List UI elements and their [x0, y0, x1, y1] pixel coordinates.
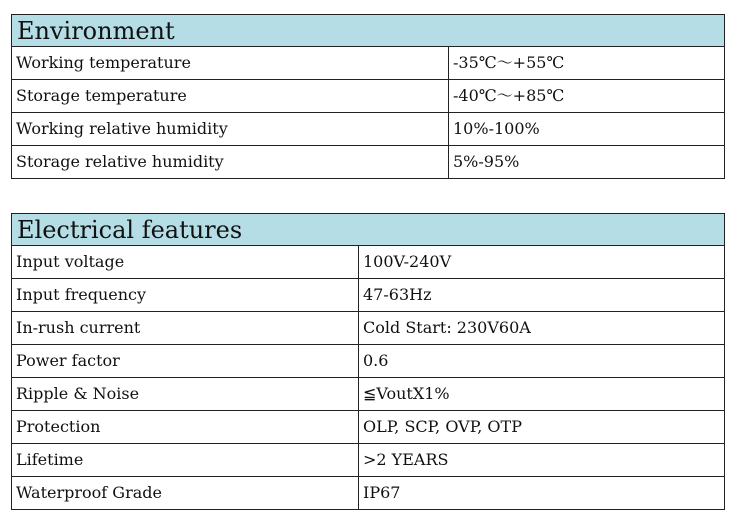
table-row — [12, 80, 725, 113]
row-label: Working temperature — [12, 47, 449, 80]
table-row — [12, 378, 725, 411]
row-label: In-rush current — [12, 312, 359, 345]
row-label: Storage relative humidity — [12, 146, 449, 179]
table-row — [12, 47, 725, 80]
row-label: Input voltage — [12, 246, 359, 279]
electrical-header — [12, 214, 725, 246]
row-value: -40℃～+85℃ — [449, 80, 725, 113]
row-value: Cold Start: 230V60A — [359, 312, 725, 345]
row-label: Protection — [12, 411, 359, 444]
row-label: Waterproof Grade — [12, 477, 359, 510]
electrical-title: Electrical features — [12, 214, 725, 246]
row-value: 5%-95% — [449, 146, 725, 179]
environment-title: Environment — [12, 15, 725, 47]
row-label: Ripple & Noise — [12, 378, 359, 411]
row-value: 100V-240V — [359, 246, 725, 279]
row-value: >2 YEARS — [359, 444, 725, 477]
environment-header — [12, 15, 725, 47]
row-label: Lifetime — [12, 444, 359, 477]
row-value: 47-63Hz — [359, 279, 725, 312]
row-value: IP67 — [359, 477, 725, 510]
electrical-table — [11, 213, 725, 510]
row-label: Input frequency — [12, 279, 359, 312]
table-row — [12, 113, 725, 146]
table-row — [12, 411, 725, 444]
row-value: 0.6 — [359, 345, 725, 378]
row-label: Power factor — [12, 345, 359, 378]
row-value: ≦VoutX1% — [359, 378, 725, 411]
table-row — [12, 345, 725, 378]
table-row — [12, 279, 725, 312]
row-label: Storage temperature — [12, 80, 449, 113]
environment-table — [11, 14, 725, 179]
table-row — [12, 246, 725, 279]
row-label: Working relative humidity — [12, 113, 449, 146]
row-value: 10%-100% — [449, 113, 725, 146]
table-row — [12, 312, 725, 345]
table-row — [12, 444, 725, 477]
table-row — [12, 477, 725, 510]
row-value: -35℃～+55℃ — [449, 47, 725, 80]
row-value: OLP, SCP, OVP, OTP — [359, 411, 725, 444]
table-row — [12, 146, 725, 179]
